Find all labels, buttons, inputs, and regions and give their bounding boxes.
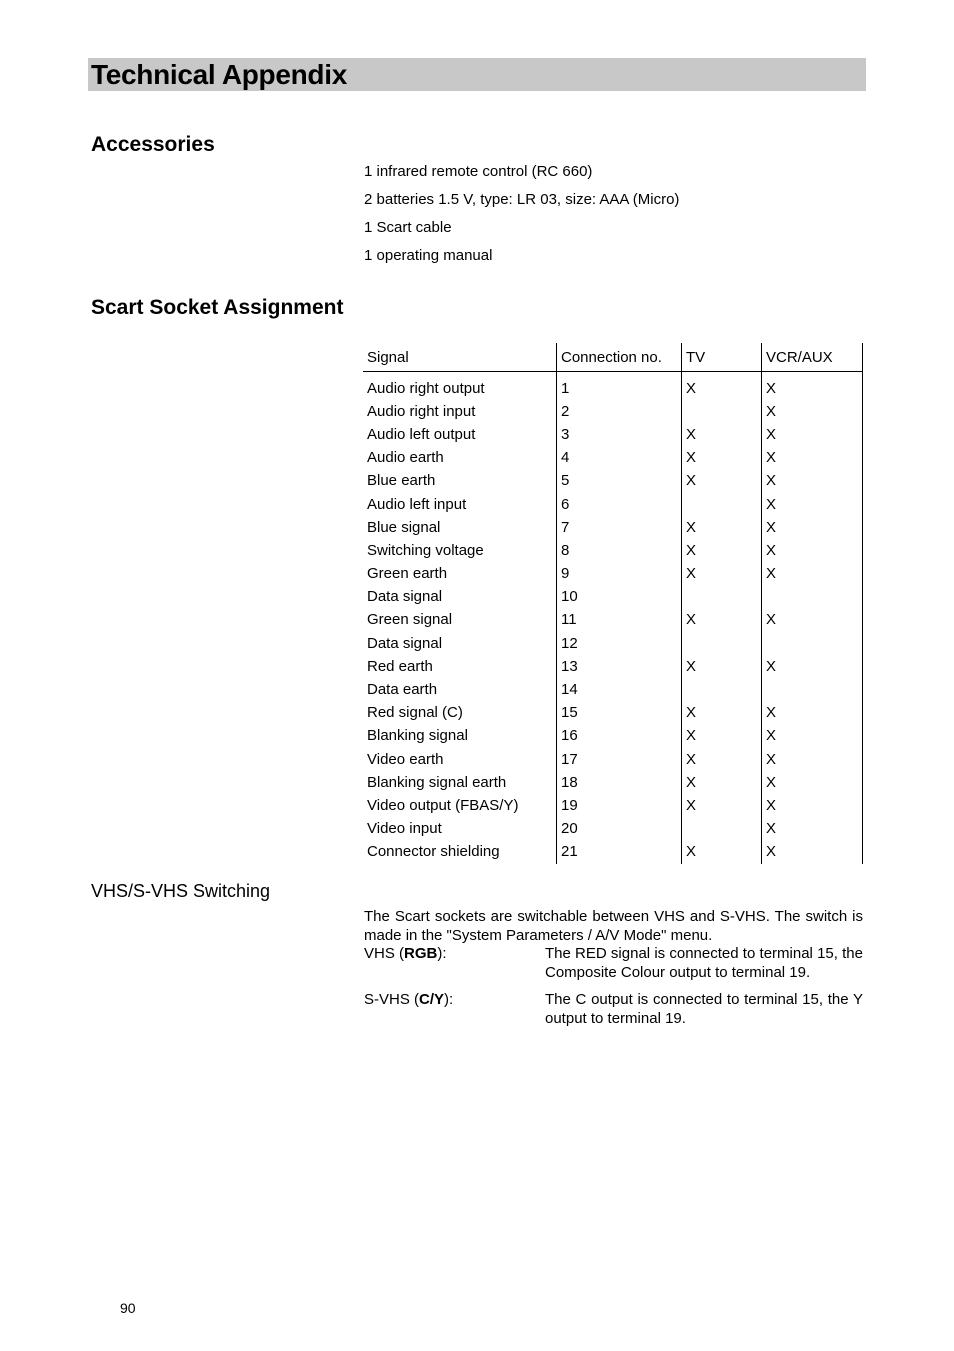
table-row: [363, 748, 863, 771]
cell-vcr: X: [762, 702, 863, 725]
cell-vcr: X: [762, 794, 863, 817]
cell-signal: Audio left input: [367, 495, 467, 513]
cell-signal: Red earth: [367, 657, 433, 675]
cell-vcr: X: [762, 609, 863, 632]
cell-signal: Switching voltage: [367, 541, 484, 559]
cell-tv: X: [682, 771, 762, 794]
table-header-row: [363, 343, 863, 372]
cell-vcr: X: [762, 447, 863, 470]
table-row: [363, 563, 863, 586]
page-title: Technical Appendix: [91, 59, 347, 90]
list-item: 2 batteries 1.5 V, type: LR 03, size: AAA (Micro): [364, 191, 680, 208]
page-number: 90: [120, 1300, 136, 1316]
cell-vcr: [762, 632, 863, 655]
cell-signal: Blue signal: [367, 518, 441, 536]
cell-connection: 21: [557, 841, 682, 864]
page-title-bar: [88, 58, 866, 91]
mode-label: S-VHS (C/Y):: [364, 991, 454, 1008]
cell-vcr: [762, 678, 863, 701]
table-row: [363, 725, 863, 748]
cell-signal: Data signal: [367, 588, 443, 606]
cell-signal: Audio left output: [367, 425, 476, 443]
cell-tv: X: [682, 539, 762, 562]
cell-vcr: X: [762, 400, 863, 423]
scart-table-body: [363, 372, 863, 864]
mode-row-vhs: [364, 945, 863, 982]
cell-tv: X: [682, 563, 762, 586]
cell-vcr: X: [762, 725, 863, 748]
cell-connection: 16: [557, 725, 682, 748]
mode-description: The C output is connected to terminal 15, the Y output to terminal 19.: [545, 991, 863, 1027]
accessories-list: [364, 163, 679, 275]
cell-tv: X: [682, 423, 762, 446]
cell-tv: X: [682, 702, 762, 725]
cell-connection: 15: [557, 702, 682, 725]
table-row: [363, 771, 863, 794]
cell-tv: X: [682, 725, 762, 748]
accessories-heading: Accessories: [91, 133, 215, 156]
column-header-tv: TV: [682, 343, 762, 372]
table-row: [363, 655, 863, 678]
cell-connection: 17: [557, 748, 682, 771]
cell-signal: Video input: [367, 820, 442, 838]
column-header-signal: Signal: [363, 343, 557, 372]
cell-tv: X: [682, 841, 762, 864]
cell-connection: 18: [557, 771, 682, 794]
cell-connection: 6: [557, 493, 682, 516]
cell-connection: 3: [557, 423, 682, 446]
cell-vcr: [762, 586, 863, 609]
cell-vcr: X: [762, 841, 863, 864]
cell-tv: [682, 632, 762, 655]
table-row: [363, 372, 863, 401]
list-item: 1 infrared remote control (RC 660): [364, 163, 593, 180]
table-row: [363, 470, 863, 493]
cell-signal: Red signal (C): [367, 704, 463, 722]
cell-connection: 4: [557, 447, 682, 470]
cell-signal: Video output (FBAS/Y): [367, 796, 519, 814]
cell-tv: [682, 678, 762, 701]
cell-connection: 1: [557, 372, 682, 401]
table-row: [363, 447, 863, 470]
table-row: [363, 493, 863, 516]
cell-tv: X: [682, 447, 762, 470]
cell-vcr: X: [762, 372, 863, 401]
scart-heading: Scart Socket Assignment: [91, 296, 344, 319]
cell-vcr: X: [762, 748, 863, 771]
cell-connection: 2: [557, 400, 682, 423]
cell-vcr: X: [762, 493, 863, 516]
cell-tv: [682, 586, 762, 609]
cell-signal: Data earth: [367, 681, 438, 699]
table-row: [363, 423, 863, 446]
cell-vcr: X: [762, 423, 863, 446]
cell-connection: 20: [557, 818, 682, 841]
table-row: [363, 539, 863, 562]
column-header-connection: Connection no.: [557, 343, 682, 372]
cell-vcr: X: [762, 563, 863, 586]
cell-connection: 11: [557, 609, 682, 632]
cell-vcr: X: [762, 655, 863, 678]
cell-signal: Blanking signal: [367, 727, 468, 745]
cell-connection: 14: [557, 678, 682, 701]
cell-connection: 10: [557, 586, 682, 609]
mode-label: VHS (RGB):: [364, 945, 447, 962]
table-row: [363, 400, 863, 423]
table-row: [363, 516, 863, 539]
cell-tv: X: [682, 655, 762, 678]
cell-vcr: X: [762, 470, 863, 493]
vhs-heading: VHS/S-VHS Switching: [91, 881, 271, 901]
cell-vcr: X: [762, 516, 863, 539]
cell-signal: Video earth: [367, 750, 444, 768]
cell-signal: Connector shielding: [367, 843, 500, 861]
table-row: [363, 818, 863, 841]
cell-tv: X: [682, 470, 762, 493]
vhs-modes: [364, 945, 863, 1037]
cell-connection: 9: [557, 563, 682, 586]
cell-tv: X: [682, 609, 762, 632]
cell-vcr: X: [762, 771, 863, 794]
table-row: [363, 609, 863, 632]
vhs-intro: The Scart sockets are switchable between VHS and S-VHS. The switch is made in the "System Parameters / A/V Mode" menu.: [364, 908, 863, 944]
cell-connection: 8: [557, 539, 682, 562]
cell-tv: [682, 400, 762, 423]
table-row: [363, 702, 863, 725]
list-item: 1 Scart cable: [364, 219, 452, 236]
table-row: [363, 632, 863, 655]
cell-vcr: X: [762, 818, 863, 841]
cell-signal: Green earth: [367, 565, 448, 583]
cell-tv: X: [682, 748, 762, 771]
cell-signal: Audio earth: [367, 449, 444, 467]
cell-tv: [682, 493, 762, 516]
cell-connection: 13: [557, 655, 682, 678]
table-row: [363, 794, 863, 817]
cell-connection: 19: [557, 794, 682, 817]
mode-row-svhs: [364, 991, 863, 1028]
table-row: [363, 586, 863, 609]
cell-connection: 5: [557, 470, 682, 493]
cell-signal: Blue earth: [367, 472, 436, 490]
cell-signal: Blanking signal earth: [367, 773, 507, 791]
cell-signal: Green signal: [367, 611, 453, 629]
column-header-vcr: VCR/AUX: [762, 343, 863, 372]
cell-vcr: X: [762, 539, 863, 562]
cell-connection: 7: [557, 516, 682, 539]
cell-signal: Data signal: [367, 634, 443, 652]
cell-signal: Audio right output: [367, 379, 485, 397]
mode-description: The RED signal is connected to terminal 15, the Composite Colour output to terminal 19.: [545, 945, 863, 981]
scart-table: [363, 343, 863, 864]
table-row: [363, 678, 863, 701]
cell-tv: X: [682, 794, 762, 817]
cell-signal: Audio right input: [367, 402, 476, 420]
cell-tv: [682, 818, 762, 841]
list-item: 1 operating manual: [364, 247, 493, 264]
cell-connection: 12: [557, 632, 682, 655]
cell-tv: X: [682, 372, 762, 401]
cell-tv: X: [682, 516, 762, 539]
table-row: [363, 841, 863, 864]
